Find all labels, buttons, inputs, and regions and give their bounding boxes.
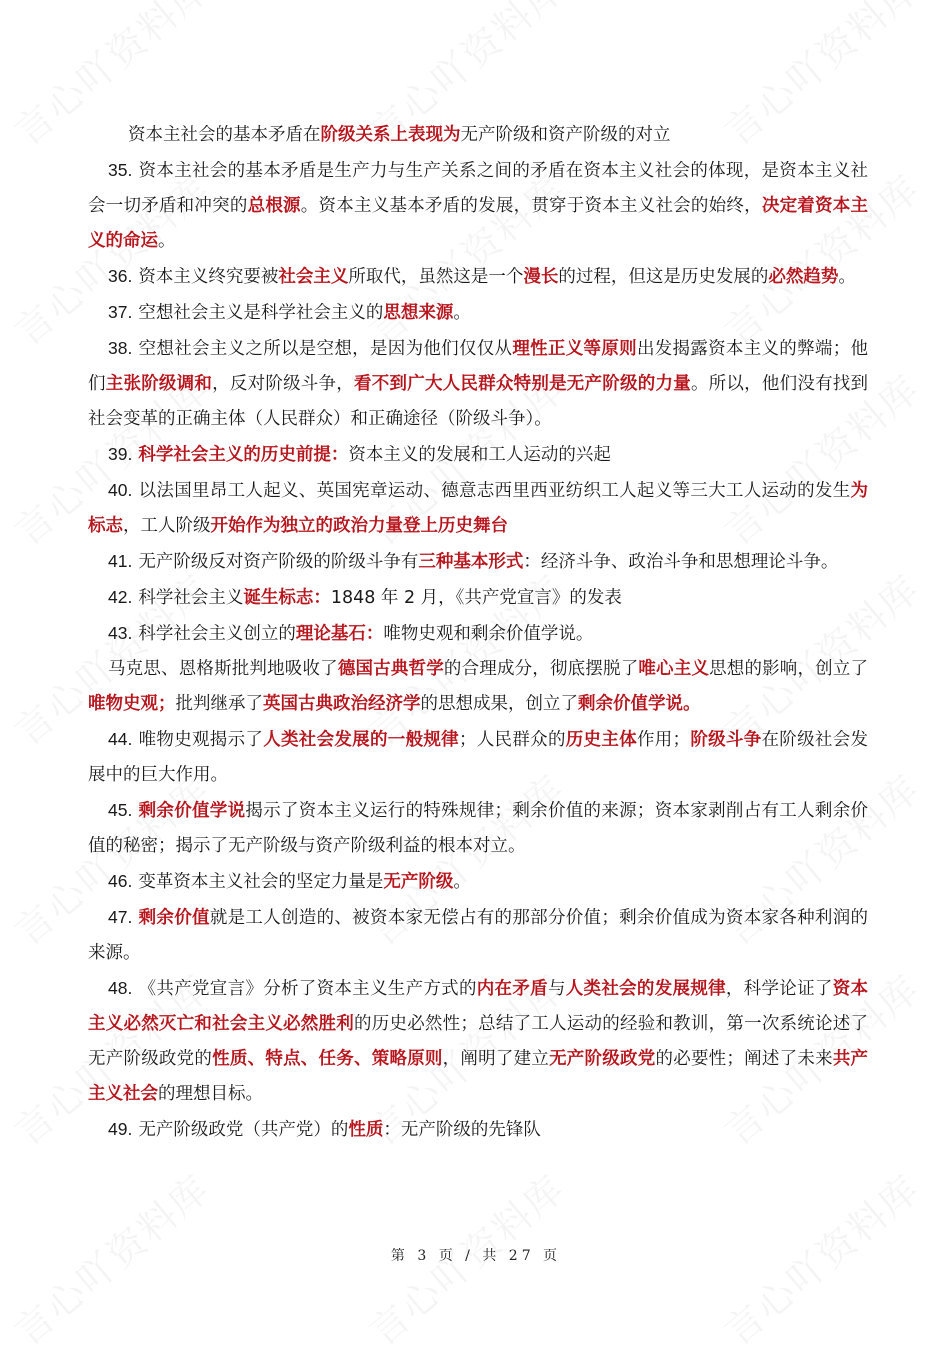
text-segment: 唯物史观揭示了 (138, 730, 264, 750)
text-segment: 就是工人创造的、被资本家无偿占有的那部分价值；剩余价值成为资本家各种利润的来源。 (88, 908, 868, 963)
text-segment: ，反对阶级斗争， (212, 374, 355, 394)
page-number-label: 第 3 页 / 共 27 页 (390, 1248, 562, 1264)
numbered-item (88, 971, 868, 1112)
text-segment: 。 (838, 267, 856, 287)
text-segment: 唯物史观和剩余价值学说。 (383, 624, 594, 644)
highlighted-term: 三种基本形式 (418, 552, 524, 572)
text-segment: 出发揭露资本主义的弊端；他们 (88, 339, 868, 394)
highlighted-term: 主张阶级调和 (105, 374, 213, 394)
document-body (88, 118, 868, 1148)
text-paragraph (88, 652, 868, 722)
text-segment: 空想社会主义是科学社会主义的 (138, 303, 384, 323)
highlighted-term: 社会主义 (278, 267, 349, 287)
numbered-item (88, 259, 868, 295)
text-segment: 资本主义的发展和工人运动的兴起 (348, 445, 611, 465)
item-number: 44. (108, 729, 133, 749)
text-segment: 批判继承了 (175, 694, 263, 714)
numbered-item (88, 331, 868, 437)
text-segment: 的历史必然性；总结了工人运动的经验和教训，第一次系统论述了无产阶级政党的 (88, 1014, 869, 1069)
highlighted-term: 为标志 (88, 481, 868, 536)
text-segment: 的理想目标。 (158, 1084, 263, 1104)
item-number: 37. (108, 302, 133, 322)
highlighted-term: 剩余价值学说。 (578, 694, 701, 714)
highlighted-term: 开始作为独立的政治力量登上历史舞台 (210, 516, 508, 536)
numbered-item (88, 473, 868, 544)
numbered-item (88, 864, 868, 900)
text-segment: 资本主社会的基本矛盾是生产力与生产关系之间的矛盾在资本主义社会的体现，是资本主义社会一切矛盾和冲突的 (88, 161, 868, 216)
text-segment: 作用； (636, 730, 691, 750)
highlighted-term: 人类社会的发展规律 (565, 979, 726, 999)
text-segment: 无产阶级反对资产阶级的阶级斗争有 (138, 552, 419, 572)
highlighted-term: 总根源 (247, 196, 301, 216)
text-segment: 1848 年 2 月，《共产党宣言》的发表 (330, 588, 622, 608)
text-segment: 以法国里昂工人起义、英国宪章运动、德意志西里西亚纺织工人起义等三大工人运动的发生 (138, 481, 851, 501)
numbered-item (88, 153, 868, 259)
highlighted-term: 共产主义社会 (88, 1049, 869, 1104)
highlighted-term: 思想来源 (383, 303, 454, 323)
text-segment: 《共产党宣言》分析了资本主义生产方式的 (138, 979, 477, 999)
item-number: 47. (108, 907, 133, 927)
text-segment: ：经济斗争、政治斗争和思想理论斗争。 (523, 552, 839, 572)
text-segment: 空想社会主义之所以是空想，是因为他们仅仅从 (138, 339, 513, 359)
highlighted-term: 必然趋势 (768, 267, 839, 287)
text-segment: 与 (547, 979, 566, 999)
text-segment: 揭示了资本主义运行的特殊规律；剩余价值的来源；资本家剥削占有工人剩余价值的秘密；揭示了无产阶级与资产阶级利益的根本对立。 (88, 801, 868, 856)
text-segment: 变革资本主义社会的坚定力量是 (138, 872, 384, 892)
numbered-item (88, 722, 868, 793)
text-segment: ，工人阶级 (123, 516, 211, 536)
highlighted-term: 性质、特点、任务、策略原则 (212, 1049, 443, 1069)
text-segment: 资本主社会的基本矛盾在 (128, 125, 321, 145)
text-segment: 的思想成果，创立了 (420, 694, 578, 714)
highlighted-term: 剩余价值学说 (138, 801, 246, 821)
highlighted-term: 德国古典哲学 (337, 659, 444, 679)
highlighted-term: 阶级关系上表现为 (320, 125, 461, 145)
item-number: 35. (108, 160, 133, 180)
text-segment: 资本主义终究要被 (138, 267, 279, 287)
item-number: 36. (108, 266, 133, 286)
highlighted-term: 理论基石： (295, 624, 384, 644)
text-segment: ；人民群众的 (458, 730, 566, 750)
page-footer (0, 1245, 952, 1265)
text-segment: 。资本主义基本矛盾的发展，贯穿于资本主义社会的始终， (300, 196, 762, 216)
highlighted-term: 决定着资本主义的命运 (88, 196, 869, 251)
highlighted-term: 内在矛盾 (476, 979, 548, 999)
text-segment: 。 (453, 872, 471, 892)
text-segment: ，科学论证了 (725, 979, 833, 999)
text-segment: 。 (453, 303, 471, 323)
highlighted-term: 漫长 (523, 267, 559, 287)
highlighted-term: 剩余价值 (138, 908, 210, 928)
numbered-item (88, 437, 868, 473)
text-segment: 科学社会主义 (138, 588, 244, 608)
text-paragraph (88, 118, 868, 153)
item-number: 40. (108, 480, 133, 500)
text-segment: 无产阶级政党（共产党）的 (138, 1120, 349, 1140)
highlighted-term: 历史主体 (565, 730, 637, 750)
numbered-item (88, 1112, 868, 1148)
text-segment: 的必要性；阐述了未来 (655, 1049, 833, 1069)
numbered-item (88, 900, 868, 971)
text-segment: 科学社会主义创立的 (138, 624, 296, 644)
highlighted-term: 人类社会发展的一般规律 (263, 730, 459, 750)
numbered-item (88, 580, 868, 616)
numbered-item (88, 295, 868, 331)
highlighted-term: 唯心主义 (638, 659, 710, 679)
text-segment: 。所以，他们没有找到社会变革的正确主体（人民群众）和正确途径（阶级斗争）。 (88, 374, 869, 429)
numbered-item (88, 616, 868, 652)
item-number: 45. (108, 800, 133, 820)
text-segment: 无产阶级和资产阶级的对立 (460, 125, 671, 145)
highlighted-term: 性质 (348, 1120, 384, 1140)
highlighted-term: 诞生标志： (243, 588, 331, 608)
highlighted-term: 资本主义必然灭亡和社会主义必然胜利 (88, 979, 868, 1034)
item-number: 43. (108, 623, 133, 643)
text-segment: ：无产阶级的先锋队 (383, 1120, 541, 1140)
item-number: 46. (108, 871, 133, 891)
text-segment: 。 (158, 231, 176, 251)
text-segment: 的合理成分，彻底摆脱了 (443, 659, 639, 679)
item-number: 49. (108, 1119, 133, 1139)
text-segment: 所取代，虽然这是一个 (348, 267, 524, 287)
item-number: 48. (108, 978, 133, 998)
text-segment: 的过程，但这是历史发展的 (558, 267, 769, 287)
item-number: 38. (108, 338, 133, 358)
highlighted-term: 看不到广大人民群众特别是无产阶级的力量 (354, 374, 691, 394)
text-segment: 思想的影响，创立了 (709, 659, 869, 679)
text-segment: ，阐明了建立 (442, 1049, 550, 1069)
numbered-item (88, 544, 868, 580)
highlighted-term: 唯物史观； (88, 694, 176, 714)
highlighted-term: 英国古典政治经济学 (263, 694, 421, 714)
highlighted-term: 理性正义等原则 (512, 339, 637, 359)
highlighted-term: 阶级斗争 (690, 730, 762, 750)
highlighted-term: 无产阶级政党 (549, 1049, 656, 1069)
item-number: 41. (108, 551, 133, 571)
highlighted-term: 无产阶级 (383, 872, 454, 892)
text-segment: 马克思、恩格斯批判地吸收了 (108, 659, 338, 679)
highlighted-term: 科学社会主义的历史前提： (138, 445, 349, 465)
item-number: 39. (108, 444, 133, 464)
text-segment: 在阶级社会发展中的巨大作用。 (88, 730, 868, 785)
item-number: 42. (108, 587, 133, 607)
numbered-item (88, 793, 868, 864)
